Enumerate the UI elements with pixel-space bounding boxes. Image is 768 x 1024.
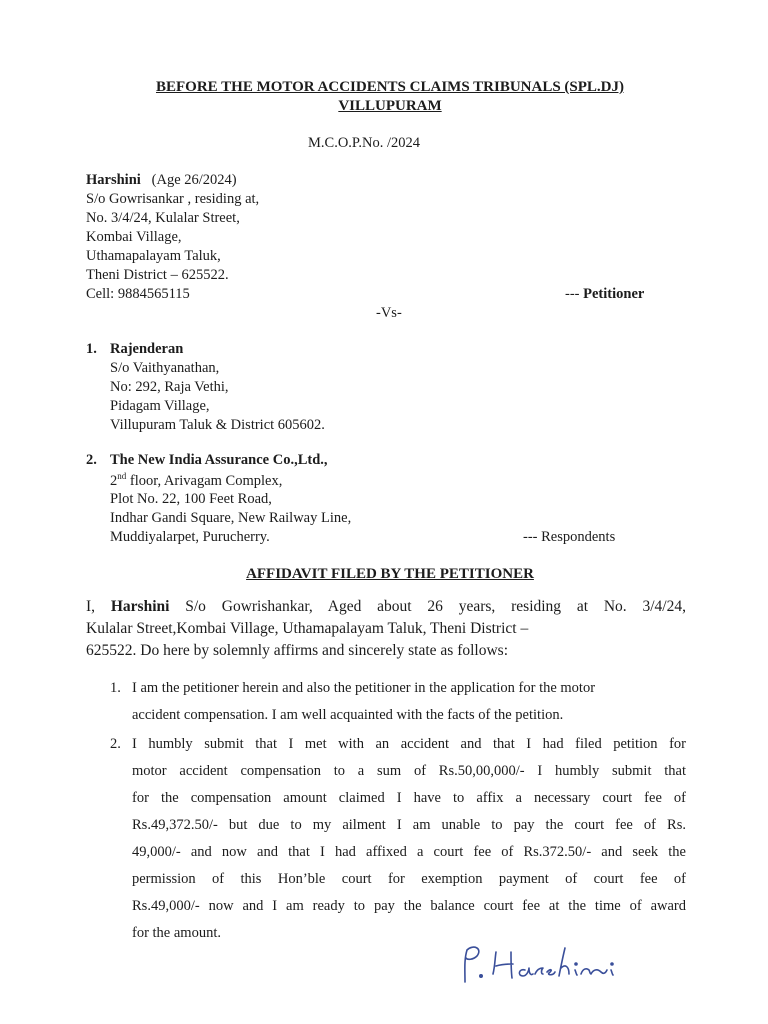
intro-line-2: Kulalar Street,Kombai Village, Uthamapalayam Taluk, Theni District – bbox=[86, 620, 529, 637]
case-number: M.C.O.P.No. /2024 bbox=[308, 135, 420, 151]
petitioner-age: (Age 26/2024) bbox=[151, 172, 237, 188]
point-2-line: I humbly submit that I met with an accident and that I had filed petition for bbox=[132, 736, 686, 752]
respondents-role: --- Respondents bbox=[523, 529, 616, 545]
petitioner-address-line: No. 3/4/24, Kulalar Street, bbox=[86, 210, 240, 226]
point-2-line: for the amount. bbox=[132, 925, 221, 941]
respondent-1-address-line: Villupuram Taluk & District 605602. bbox=[110, 417, 325, 433]
petitioner-address-line: Kombai Village, bbox=[86, 229, 182, 245]
petitioner-signature bbox=[455, 940, 635, 990]
point-2-line: permission of this Hon’ble court for exemption payment of court fee of bbox=[132, 871, 686, 887]
respondent-1-name: Rajenderan bbox=[110, 341, 184, 357]
petitioner-address-line: Theni District – 625522. bbox=[86, 267, 229, 283]
point-2-number: 2. bbox=[110, 736, 121, 752]
respondent-2-number: 2. bbox=[86, 452, 97, 468]
respondent-2-address-line: Muddiyalarpet, Purucherry. bbox=[110, 529, 270, 545]
point-1-number: 1. bbox=[110, 680, 121, 696]
petitioner-address-line: Uthamapalayam Taluk, bbox=[86, 248, 221, 264]
point-2-line: for the compensation amount claimed I have to affix a necessary court fee of bbox=[132, 790, 686, 806]
tribunal-heading-line2: VILLUPURAM bbox=[338, 98, 442, 114]
point-2-line: Rs.49,000/- now and I am ready to pay the balance court fee at the time of award bbox=[132, 898, 686, 914]
respondent-2-floor-line: 2nd floor, Arivagam Complex, bbox=[110, 471, 283, 489]
respondent-1-address-line: S/o Vaithyanathan, bbox=[110, 360, 220, 376]
point-2-line: Rs.49,372.50/- but due to my ailment I am unable to pay the court fee of Rs. bbox=[132, 817, 686, 833]
versus-label: -Vs- bbox=[376, 305, 402, 321]
respondent-2-name: The New India Assurance Co.,Ltd., bbox=[110, 452, 328, 468]
petitioner-cell: Cell: 9884565115 bbox=[86, 286, 190, 302]
respondent-1-address-line: Pidagam Village, bbox=[110, 398, 210, 414]
petitioner-role: --- Petitioner bbox=[565, 286, 645, 302]
point-2-line: 49,000/- and now and that I had affixed a court fee of Rs.372.50/- and seek the bbox=[132, 844, 686, 860]
point-1-line: accident compensation. I am well acquainted with the facts of the petition. bbox=[132, 707, 564, 723]
intro-line-3: 625522. Do here by solemnly affirms and sincerely state as follows: bbox=[86, 642, 508, 659]
petitioner-name: Harshini bbox=[86, 172, 141, 188]
respondent-1-address-line: No: 292, Raja Vethi, bbox=[110, 379, 229, 395]
point-2-line: motor accident compensation to a sum of Rs.50,00,000/- I humbly submit that bbox=[132, 763, 686, 779]
affidavit-title: AFFIDAVIT FILED BY THE PETITIONER bbox=[246, 566, 534, 582]
petitioner-header bbox=[86, 172, 237, 189]
point-1-line: I am the petitioner herein and also the petitioner in the application for the motor bbox=[132, 680, 596, 696]
tribunal-heading-line1: BEFORE THE MOTOR ACCIDENTS CLAIMS TRIBUNALS (SPL.DJ) bbox=[155, 79, 624, 95]
respondent-2-address-line: Plot No. 22, 100 Feet Road, bbox=[110, 491, 272, 507]
respondent-2-address-line: Indhar Gandi Square, New Railway Line, bbox=[110, 510, 352, 526]
intro-line-1: I, Harshini S/o Gowrishankar, Aged about 26 years, residing at No. 3/4/24, bbox=[86, 598, 686, 615]
petitioner-address-line: S/o Gowrisankar , residing at, bbox=[86, 191, 260, 207]
respondent-1-number: 1. bbox=[86, 341, 97, 357]
